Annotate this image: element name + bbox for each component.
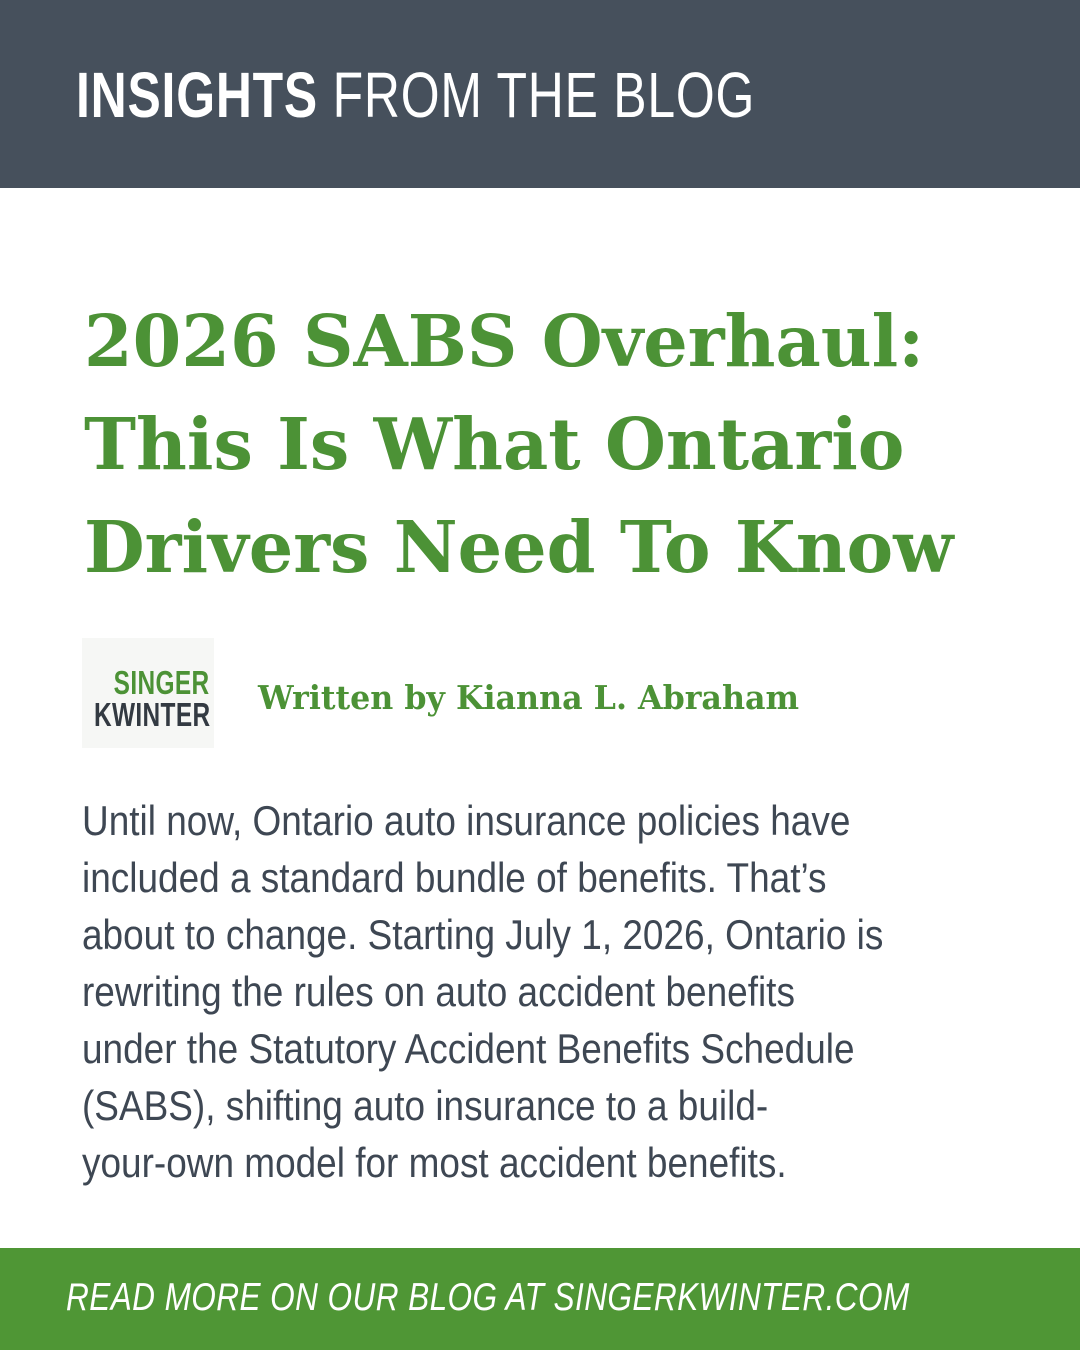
top-banner [0,0,1080,188]
byline [82,638,1042,758]
excerpt-line: Until now, Ontario auto insurance policies have [82,797,851,844]
headline-line: Drivers Need To Know [84,505,954,589]
headline-line: This Is What Ontario [84,402,905,486]
singer-kwinter-logo [82,638,214,748]
excerpt-line: rewriting the rules on auto accident benefits [82,968,795,1015]
excerpt-line: under the Statutory Accident Benefits Schedule [82,1025,855,1072]
article-excerpt [82,792,1006,1191]
excerpt-line: included a standard bundle of benefits. That’s [82,854,827,901]
logo-word-kwinter: KWINTER [93,696,210,733]
footer-banner [0,1248,1080,1350]
article-headline [84,290,1030,599]
logo-word-singer: SINGER [114,664,210,701]
read-more-link[interactable]: READ MORE ON OUR BLOG AT SINGERKWINTER.COM [66,1276,910,1319]
banner-title-strong: INSIGHTS [76,59,318,131]
headline-line: 2026 SABS Overhaul: [84,299,925,383]
author-credit: Written by Kianna L. Abraham [258,678,800,717]
banner-title-rest: FROM THE BLOG [317,59,756,131]
excerpt-line: about to change. Starting July 1, 2026, Ontario is [82,911,884,958]
banner-title [76,52,755,138]
excerpt-line: (SABS), shifting auto insurance to a build- [82,1082,769,1129]
excerpt-line: your-own model for most accident benefits. [82,1139,787,1186]
